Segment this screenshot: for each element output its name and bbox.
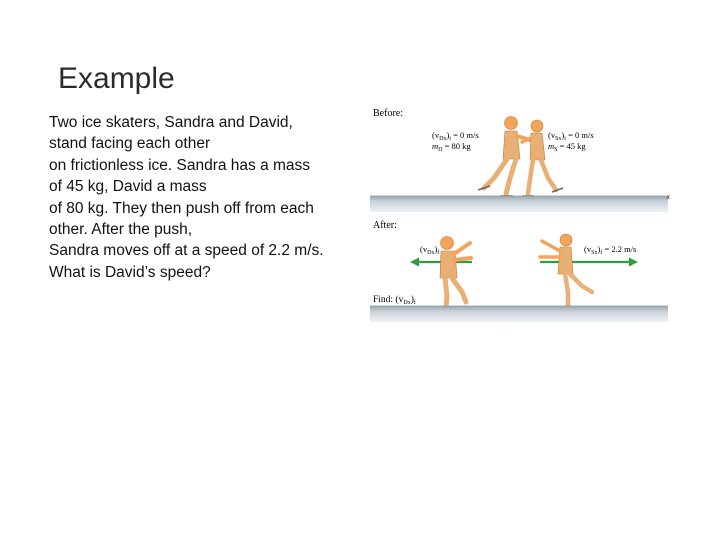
problem-statement <box>49 112 349 283</box>
problem-line: other. After the push, <box>49 221 193 239</box>
david-before-labels <box>432 130 479 153</box>
skaters-before-illustration <box>478 117 563 197</box>
problem-line: What is David’s speed? <box>49 263 211 281</box>
sandra-mass-label: $m_S = 45$ kg <box>548 141 586 153</box>
problem-line: of 80 kg. They then push off from each <box>49 199 314 217</box>
page-title: Example <box>58 62 175 95</box>
problem-line: of 45 kg, David a mass <box>49 178 207 196</box>
sandra-final-velocity-label: $(v_{Sx})_f = 2.2$ m/s <box>584 244 637 256</box>
david-initial-velocity-label: $(v_{Dx})_i = 0$ m/s <box>432 130 479 142</box>
skaters-diagram <box>370 102 670 324</box>
find-label: Find: $(v_{Dx})_f$ <box>373 295 416 306</box>
skaters-figure <box>370 102 670 324</box>
after-label: After: <box>373 220 397 231</box>
ice-surface-before <box>370 196 668 212</box>
david-final-velocity-label: $(v_{Dx})_f$ <box>420 244 440 256</box>
problem-line: stand facing each other <box>49 135 211 153</box>
problem-line: Sandra moves off at a speed of 2.2 m/s. <box>49 242 324 260</box>
problem-line: on frictionless ice. Sandra has a mass <box>49 156 311 174</box>
david-mass-label: $m_D = 80$ kg <box>432 141 471 153</box>
sandra-initial-velocity-label: $(v_{Sx})_i = 0$ m/s <box>548 130 594 142</box>
sandra-before-labels <box>548 130 594 153</box>
x-axis-label: x <box>666 193 670 201</box>
problem-line: Two ice skaters, Sandra and David, <box>49 114 293 131</box>
skaters-after-illustration <box>440 234 592 309</box>
ice-surface-after <box>370 306 668 322</box>
before-label: Before: <box>373 108 403 119</box>
